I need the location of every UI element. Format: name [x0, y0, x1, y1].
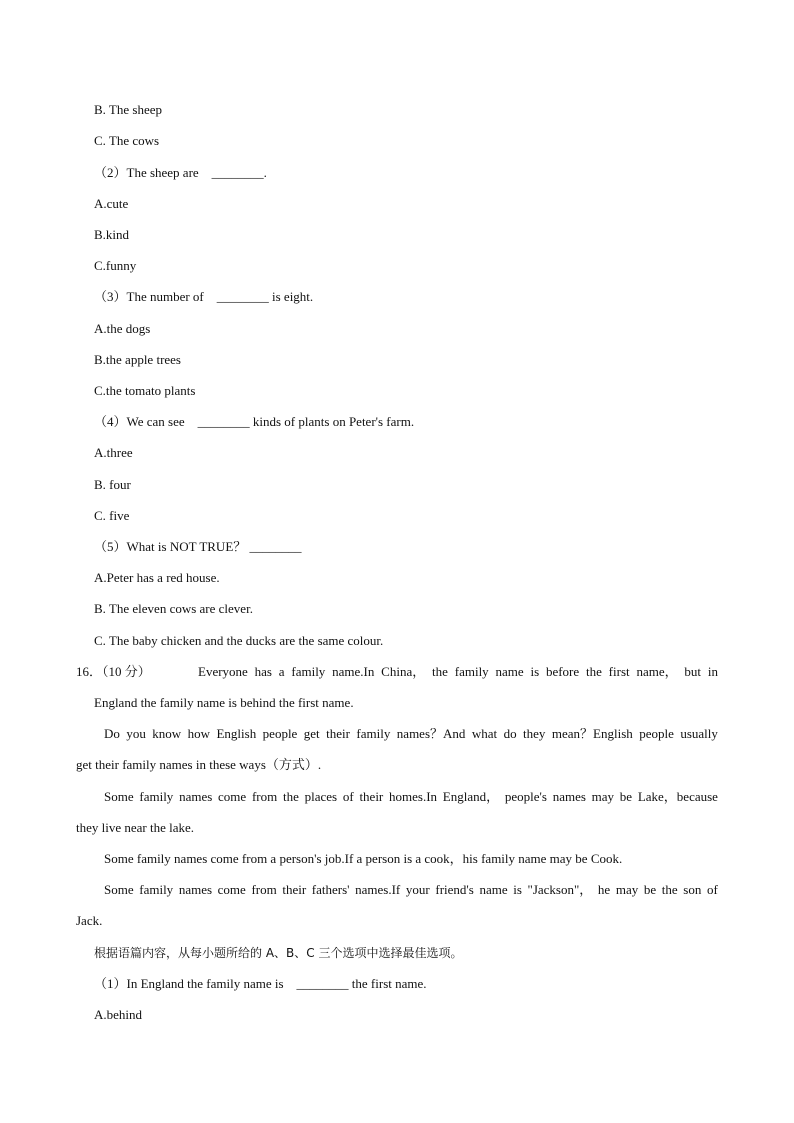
word: family [454, 664, 489, 679]
word: name [495, 664, 524, 679]
word: Everyone [198, 664, 248, 679]
word: be [643, 882, 657, 897]
word: people [639, 726, 674, 741]
q16-p5-line2: Jack. [76, 913, 103, 928]
q16-sub1-stem: （1）In England the family name is ________ the first name. [94, 976, 427, 991]
q16-p1-line1 [198, 664, 718, 680]
word: names [552, 789, 586, 804]
word: names [178, 882, 213, 897]
word: do [503, 726, 517, 741]
q16-instruction: 根据语篇内容，从每小题所给的 A、B、C 三个选项中选择最佳选项。 [94, 946, 463, 960]
word: of [342, 789, 354, 804]
word: the [585, 664, 602, 679]
word: come [217, 882, 246, 897]
word: Do [104, 726, 120, 741]
q15-sub3-stem: （3）The number of ________ is eight. [94, 289, 314, 304]
word: Some [104, 882, 134, 897]
q15-sub5-option-a: A.Peter has a red house. [94, 570, 220, 585]
q15-sub3-option-b: B.the apple trees [94, 352, 181, 367]
word: mean？English [551, 726, 633, 741]
word: name， [636, 664, 678, 679]
word: "Jackson"， [527, 882, 593, 897]
word: family [139, 882, 174, 897]
q15-sub4-stem: （4）We can see ________ kinds of plants on Peter's farm. [94, 414, 415, 429]
q16-p5-line1 [104, 882, 718, 898]
q15-sub2-option-b: B.kind [94, 227, 130, 242]
word: family [291, 664, 326, 679]
word: may [615, 882, 639, 897]
q16-number: 16．（10 分） [76, 664, 151, 679]
word: of [706, 882, 718, 897]
word: places [304, 789, 338, 804]
word: fathers' [311, 882, 350, 897]
word: Some [104, 789, 134, 804]
word: English [216, 726, 257, 741]
q15-sub4-option-c: C. five [94, 508, 130, 523]
word: people's [504, 789, 547, 804]
word: their [326, 726, 350, 741]
word: in [707, 664, 718, 679]
word: what [471, 726, 498, 741]
word: but [684, 664, 702, 679]
word: Lake，because [637, 789, 718, 804]
word: may [591, 789, 615, 804]
q15-sub2-option-c: C.funny [94, 258, 137, 273]
q16-p3-line2: they live near the lake. [76, 820, 195, 835]
word: they [523, 726, 546, 741]
word: their [282, 882, 307, 897]
word: the [661, 882, 678, 897]
word: England， [442, 789, 500, 804]
word: come [218, 789, 247, 804]
word: the [432, 664, 448, 679]
word: is [530, 664, 540, 679]
word: is [513, 882, 522, 897]
word: a [278, 664, 285, 679]
q16-p2-line2: get their family names in these ways（方式）. [76, 757, 322, 772]
q15-sub4-option-b: B. four [94, 477, 131, 492]
word: has [254, 664, 272, 679]
word: first [608, 664, 630, 679]
word: the [282, 789, 299, 804]
word: their [359, 789, 384, 804]
word: family [356, 726, 391, 741]
q16-sub1-option-a: A.behind [94, 1007, 143, 1022]
word: son [683, 882, 702, 897]
q15-sub1-option-c: C. The cows [94, 133, 160, 148]
word: people [262, 726, 298, 741]
q16-p3-line1 [104, 789, 718, 805]
word: names.If [355, 882, 401, 897]
word: before [545, 664, 580, 679]
q16-p1-line2: England the family name is behind the first name. [94, 695, 354, 710]
word: how [187, 726, 211, 741]
word: get [303, 726, 320, 741]
word: China， [381, 664, 426, 679]
word: family [139, 789, 174, 804]
word: your [405, 882, 430, 897]
q16-p4: Some family names come from a person's job.If a person is a cook，his family name may be Cook. [104, 851, 623, 866]
word: names？And [396, 726, 466, 741]
q15-sub3-option-c: C.the tomato plants [94, 383, 196, 398]
word: from [251, 789, 278, 804]
word: be [619, 789, 633, 804]
word: homes.In [389, 789, 438, 804]
word: from [251, 882, 277, 897]
q15-sub2-stem: （2）The sheep are ________. [94, 165, 267, 180]
q15-sub1-option-b: B. The sheep [94, 102, 162, 117]
word: name.In [332, 664, 375, 679]
q15-sub2-option-a: A.cute [94, 196, 129, 211]
q15-sub4-option-a: A.three [94, 445, 133, 460]
q15-sub3-option-a: A.the dogs [94, 321, 151, 336]
word: he [597, 882, 611, 897]
word: names [179, 789, 213, 804]
word: know [152, 726, 182, 741]
word: you [126, 726, 146, 741]
q15-sub5-stem: （5）What is NOT TRUE？ ________ [94, 539, 302, 554]
q15-sub5-option-c: C. The baby chicken and the ducks are the same colour. [94, 633, 384, 648]
word: friend's [435, 882, 474, 897]
word: usually [680, 726, 718, 741]
word: name [479, 882, 508, 897]
q16-p2-line1 [104, 726, 718, 742]
q15-sub5-option-b: B. The eleven cows are clever. [94, 601, 253, 616]
